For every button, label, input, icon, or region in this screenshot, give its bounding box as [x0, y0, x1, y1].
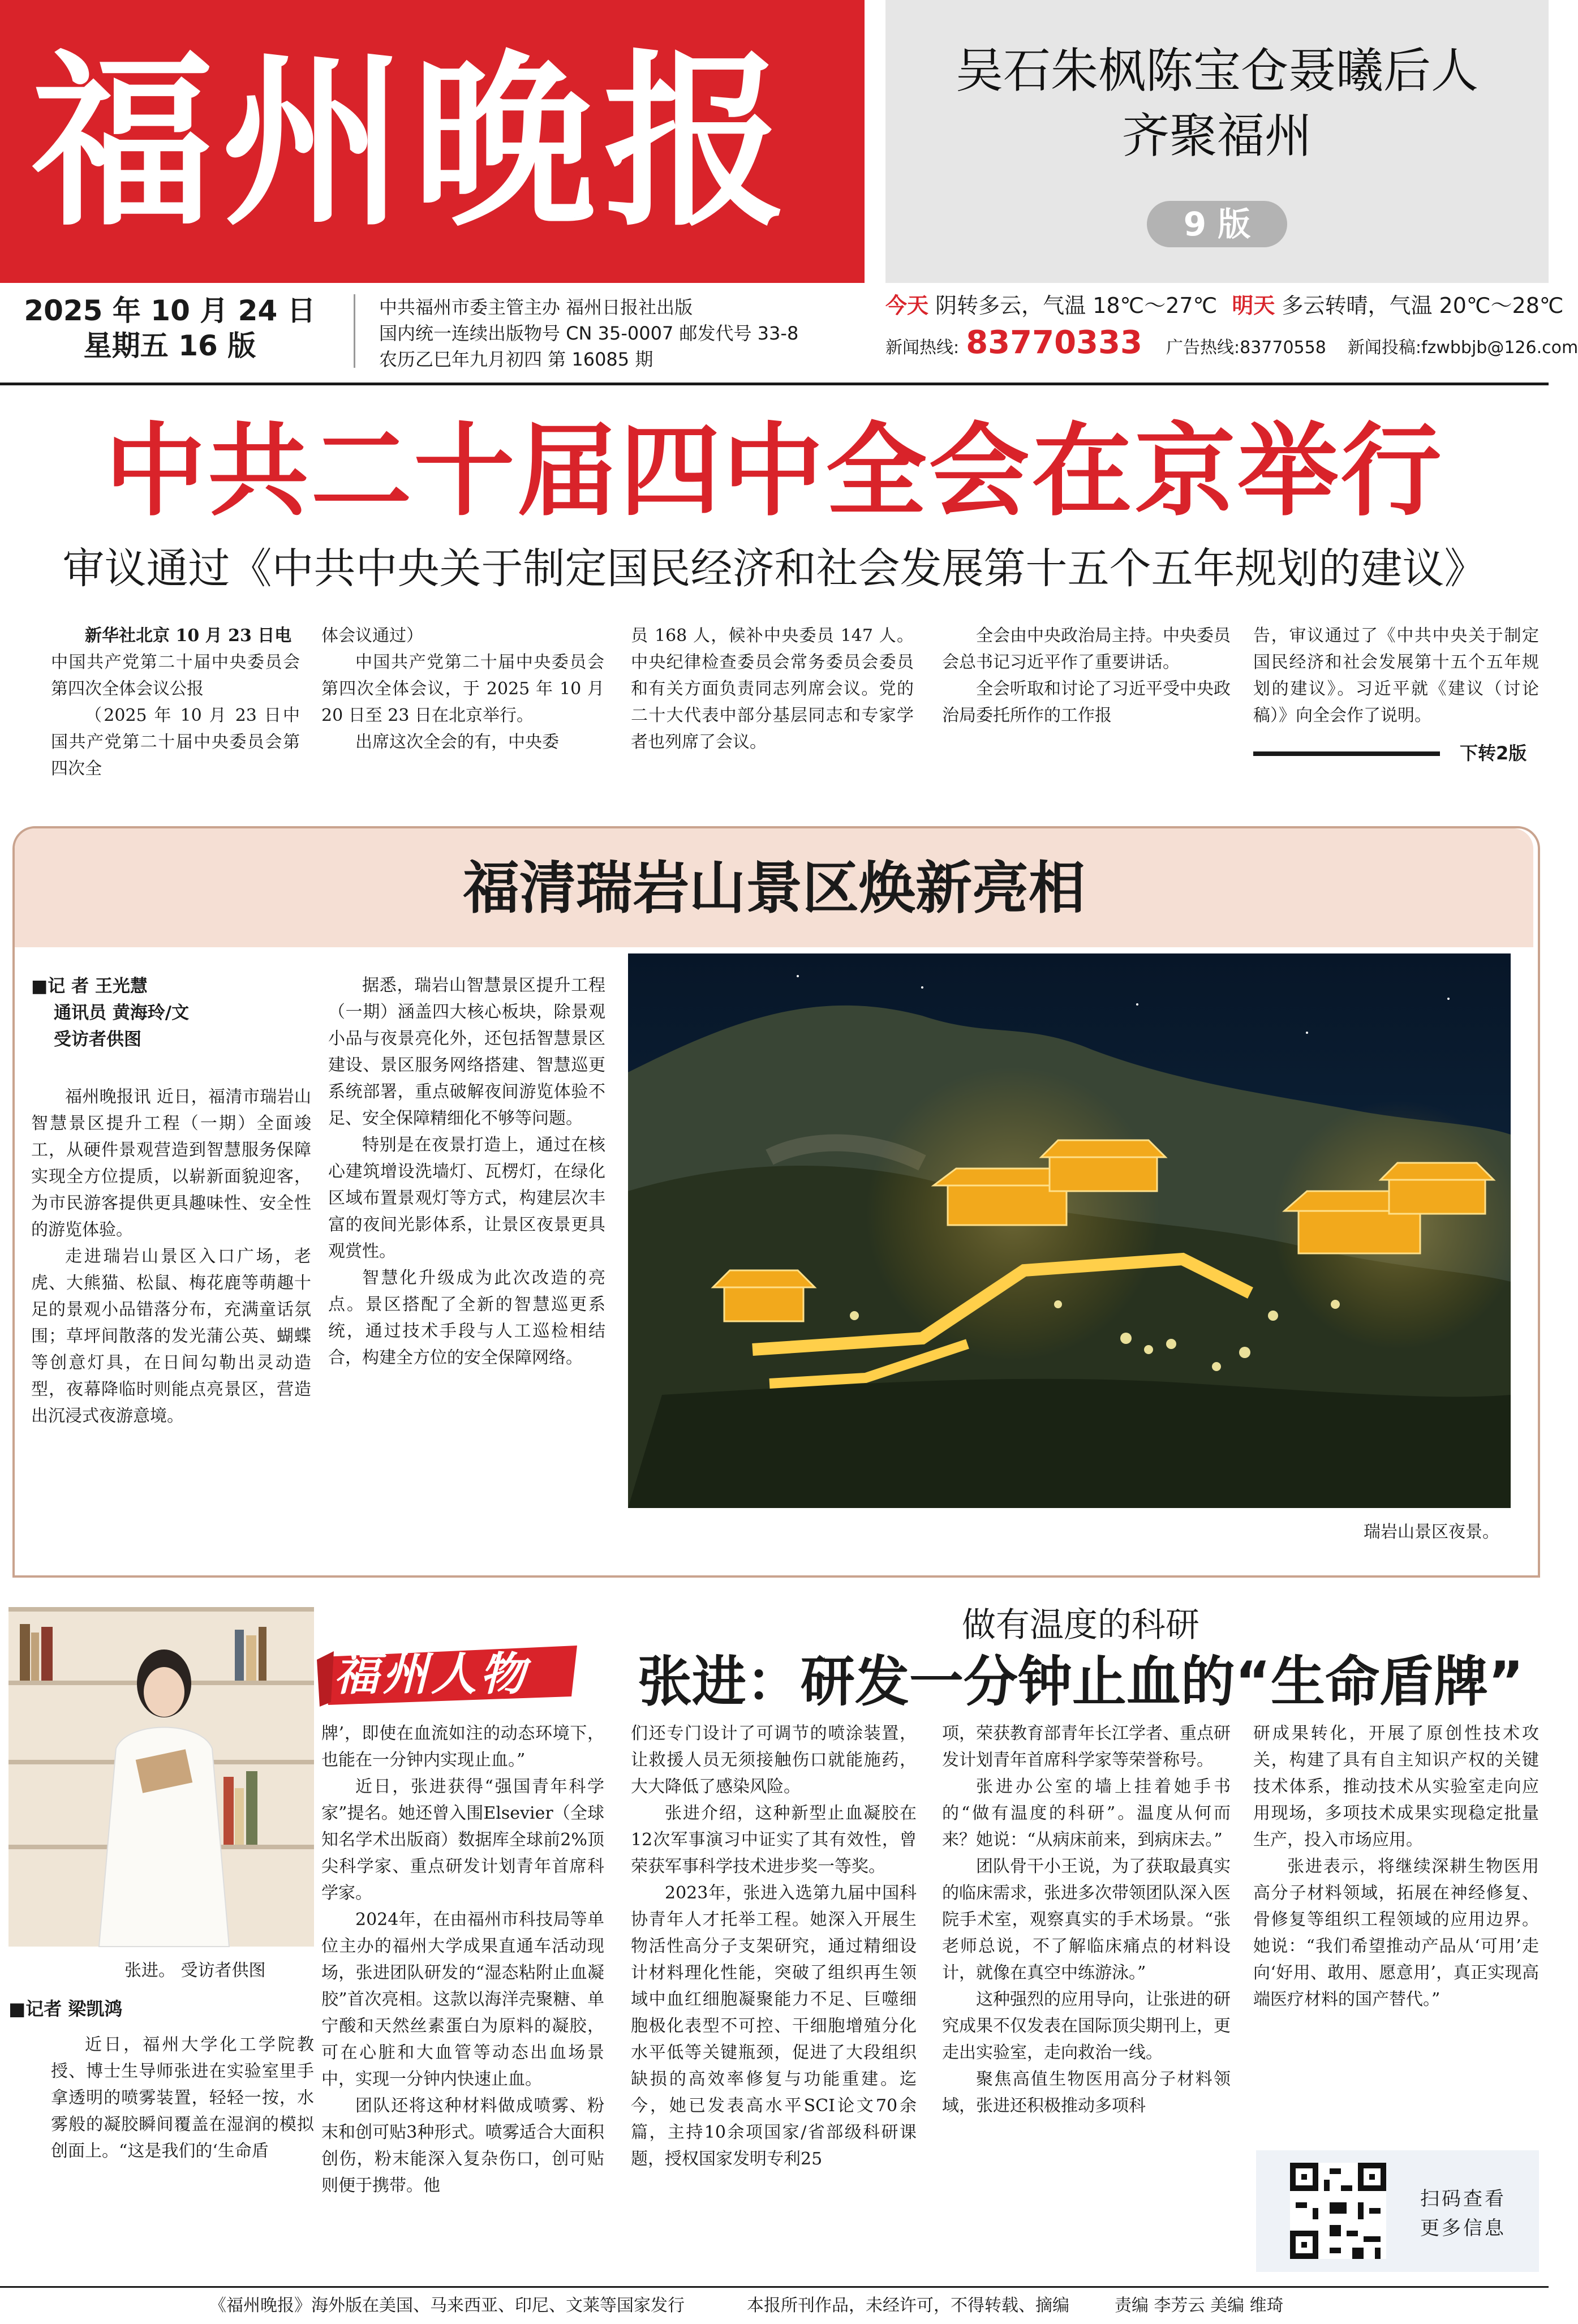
footer-editors: 责编 李芳云 美编 维琦: [1115, 2296, 1284, 2316]
paragraph: 研成果转化，开展了原创性技术攻关，构建了具有自主知识产权的关键技术体系，推动技术从实验室走向应用现场，多项技术成果实现稳定批量生产，投入市场应用。: [1253, 1724, 1539, 1850]
paragraph: （2025 年 10 月 23 日中国共产党第二十届中央委员会第四次全: [51, 706, 300, 779]
paragraph: 告，审议通过了《中共中央关于制定国民经济和社会发展第十五个五年规划的建议》。习近平就《建议（讨论稿）》向全会作了说明。: [1253, 626, 1539, 725]
paragraph: 2023年，张进入选第九届中国科协青年人才托举工程。她深入开展生物活性高分子支架研究，通过精细设计材料理化性能，突破了组织再生领域中血红细胞凝聚能力不足、巨噬细胞极化表型不可控、干细胞增殖分化水平低等关键瓶颈，促进了大段组织缺损的高效率修复与功能重建。迄今，她已发表高水平SCI论文70余篇，主持10余项国家/省部级科研课题，授权国家发明专利25: [631, 1883, 917, 2169]
paragraph: 2024年，在由福州市科技局等单位主办的福州大学成果直通车活动现场，张进团队研发的“湿态粘附止血凝胶”首次亮相。这款以海洋壳聚糖、单宁酸和天然丝素蛋白为原料的凝胶，可在心脏和大血管等动态出血场景中，实现一分钟内快速止血。: [321, 1910, 604, 2089]
today-label: 今天: [885, 293, 929, 318]
paragraph: 员 168 人，候补中央委员 147 人。中央纪律检查委员会常务委员会委员和有关方面负责同志列席会议。党的二十大代表中部分基层同志和专家学者也列席了会议。: [631, 626, 914, 752]
person-headline[interactable]: 张进：研发一分钟止血的“生命盾牌”: [637, 1650, 1524, 1713]
paragraph: 团队骨干小王说，为了获取最真实的临床需求，张进多次带领团队深入医院手术室，观察真实的手术场景。“张老师总说，不了解临床痛点的材料设计，就像在真空中练游泳。”: [942, 1857, 1231, 1983]
paragraph: 牌’，即使在血流如注的动态环境下，也能在一分钟内实现止血。”: [321, 1724, 604, 1770]
footer-rule: [0, 2286, 1549, 2288]
paragraph: 中国共产党第二十届中央委员会第四次全体会议，于 2025 年 10 月 20 日至 23 日在北京举行。: [321, 652, 604, 725]
paragraph: 体会议通过）: [321, 626, 423, 646]
tomorrow-weather: 多云转晴，气温 20℃～28℃: [1282, 293, 1564, 318]
hotline-row: [885, 324, 1578, 365]
byline-reporter: ■记 者 王光慧: [31, 976, 148, 996]
lead-column-2: [321, 622, 604, 755]
scenic-night-photo: [628, 953, 1511, 1508]
lunar-date-issue: 农历乙巳年九月初四 第 16085 期: [379, 349, 653, 370]
newspaper-logo: 福州晚报: [31, 32, 794, 251]
hotline-label: 新闻热线:: [885, 338, 960, 358]
qr-caption-line-2: 更多信息: [1420, 2217, 1506, 2240]
byline-correspondent: 通讯员 黄海玲/文: [54, 1003, 190, 1023]
issue-weekday: 星期五 16 版: [83, 329, 256, 362]
weather-box: [885, 289, 1578, 365]
tomorrow-label: 明天: [1232, 293, 1275, 318]
paragraph: 特别是在夜景打造上，通过在核心建筑增设洗墙灯、瓦楞灯，在绿化区域布置景观灯等方式，构建层次丰富的夜间光影体系，让景区夜景更具观赏性。: [328, 1135, 605, 1261]
issue-date: 2025 年 10 月 24 日: [24, 294, 316, 327]
person-column-1: [51, 2031, 314, 2164]
column-banner: [317, 1634, 583, 1713]
paragraph: 项，荣获教育部青年长江学者、重点研发计划青年首席科学家等荣誉称号。: [942, 1724, 1231, 1770]
person-column-3: [631, 1720, 917, 2172]
qr-box[interactable]: [1256, 2150, 1539, 2272]
night-scene-illustration: [628, 953, 1511, 1508]
qr-caption-line-1: 扫码查看: [1420, 2188, 1506, 2210]
jump-bar: [1253, 751, 1440, 756]
masthead: [0, 0, 865, 283]
person-kicker: 做有温度的科研: [962, 1605, 1199, 1645]
person-column-4: [942, 1720, 1231, 2119]
paragraph: 新华社北京 10 月 23 日电: [85, 626, 292, 646]
promo-line-2: 齐聚福州: [1121, 108, 1312, 164]
person-column-2: [321, 1720, 604, 2199]
column-banner-text: 福州人物: [334, 1647, 528, 1700]
lead-column-4: [942, 622, 1231, 729]
feature-column-1: [31, 1084, 311, 1429]
paragraph: 们还专门设计了可调节的喷涂装置，让救援人员无须接触伤口就能施药，大大降低了感染风险。: [631, 1724, 917, 1797]
issue-date-box: [0, 287, 339, 372]
person-column-5: [1253, 1720, 1539, 2013]
person-byline: ■记者 梁凯鸿: [8, 1998, 123, 2020]
paragraph: 张进表示，将继续深耕生物医用高分子材料领域，拓展在神经修复、骨修复等组织工程领域的应用边界。她说：“我们希望推动产品从‘可用’走向‘好用、敢用、愿意用’，真正实现高端医疗材料的国产替代。”: [1253, 1857, 1539, 2009]
footer-overseas: 《福州晚报》海外版在美国、马来西亚、印尼、文莱等国家发行: [209, 2296, 685, 2316]
paragraph: 据悉，瑞岩山智慧景区提升工程（一期）涵盖四大核心板块，除景观小品与夜景亮化外，还包括智慧景区建设、景区服务网络搭建、智慧巡更系统部署，重点破解夜间游览体验不足、安全保障精细化不够等问题。: [328, 976, 605, 1128]
lead-headline[interactable]: 中共二十届四中全会在京举行: [105, 413, 1444, 530]
paragraph: 聚焦高值生物医用高分子材料领域，张进还积极推动多项科: [942, 2069, 1231, 2116]
qr-code-icon[interactable]: [1290, 2163, 1386, 2259]
lead-column-5: [1253, 622, 1539, 729]
feature-byline: [31, 973, 189, 1053]
news-hotline[interactable]: 83770333: [966, 324, 1142, 361]
paragraph: 全会由中央政治局主持。中央委员会总书记习近平作了重要讲话。: [942, 626, 1231, 672]
promo-line-1: 吴石朱枫陈宝仓聂曦后人: [955, 43, 1478, 98]
promo-page-badge[interactable]: 9 版: [1147, 201, 1287, 247]
paragraph: 全会听取和讨论了习近平受中央政治局委托所作的工作报: [942, 679, 1231, 725]
publisher-line: 中共福州市委主管主办 福州日报社出版: [379, 297, 693, 318]
lead-column-1: [51, 622, 300, 782]
paragraph: 团队还将这种材料做成喷雾、粉末和创可贴3种形式。喷雾适合大面积创伤，粉末能深入复杂伤口，创可贴则便于携带。他: [321, 2096, 604, 2196]
top-rule: [0, 383, 1549, 385]
lead-subhead: 审议通过《中共中央关于制定国民经济和社会发展第十五个五年规划的建议》: [62, 544, 1486, 593]
paragraph: 福州晚报讯 近日，福清市瑞岩山智慧景区提升工程（一期）全面竣工，从硬件景观营造到智慧服务保障实现全方位提质，以崭新面貌迎客，为市民游客提供更具趣味性、安全性的游览体验。: [31, 1087, 311, 1240]
feature-title[interactable]: 福清瑞岩山景区焕新亮相: [463, 855, 1085, 921]
promo-box[interactable]: [885, 0, 1549, 283]
paragraph: 中国共产党第二十届中央委员会第四次全体会议公报: [51, 652, 300, 699]
today-weather: 阴转多云，气温 18℃～27℃: [935, 293, 1218, 318]
paragraph: 近日，福州大学化工学院教授、博士生导师张进在实验室里手拿透明的喷雾装置，轻轻一按，水雾般的凝胶瞬间覆盖在湿润的模拟创面上。“这是我们的‘生命盾: [51, 2035, 314, 2161]
submission-email[interactable]: 新闻投稿:fzwbbjb@126.com: [1347, 338, 1578, 358]
qr-caption: [1420, 2184, 1506, 2243]
publication-number: 国内统一连续出版物号 CN 35-0007 邮发代号 33-8: [379, 323, 799, 344]
paragraph: 智慧化升级成为此次改造的亮点。景区搭配了全新的智慧巡更系统，通过技术手段与人工巡检相结合，构建全方位的安全保障网络。: [328, 1268, 605, 1368]
feature-column-2: [328, 972, 605, 1371]
paragraph: 这种强烈的应用导向，让张进的研究成果不仅发表在国际顶尖期刊上，更走出实验室，走向救治一线。: [942, 1990, 1231, 2063]
paragraph: 张进介绍，这种新型止血凝胶在12次军事演习中证实了其有效性，曾荣获军事科学技术进步奖一等奖。: [631, 1803, 917, 1876]
portrait-illustration: [8, 1607, 314, 1947]
photo-caption: 瑞岩山景区夜景。: [1364, 1522, 1499, 1542]
paragraph: 近日，张进获得“强国青年科学家”提名。她还曾入围Elsevier（全球知名学术出版商）数据库全球前2%顶尖科学家、重点研发计划青年首席科学家。: [321, 1777, 604, 1903]
lead-column-3: [631, 622, 914, 755]
portrait-photo: [8, 1607, 314, 1947]
weather-row: [885, 289, 1564, 323]
byline-photo-credit: 受访者供图: [54, 1029, 141, 1050]
paragraph: 出席这次全会的有，中央委: [355, 732, 559, 752]
footer-copyright: 本报所刊作品，未经许可，不得转载、摘编: [747, 2296, 1069, 2316]
ad-hotline[interactable]: 广告热线:83770558: [1166, 338, 1326, 358]
publisher-info: [379, 294, 820, 372]
footer: [0, 2289, 1549, 2324]
divider: [354, 294, 355, 368]
jump-link[interactable]: 下转2版: [1460, 742, 1527, 764]
paragraph: 走进瑞岩山景区入口广场，老虎、大熊猫、松鼠、梅花鹿等萌趣十足的景观小品错落分布，充满童话氛围；草坪间散落的发光蒲公英、蝴蝶等创意灯具，在日间勾勒出灵动造型，夜幕降临时则能点亮景区，营造出沉浸式夜游意境。: [31, 1247, 311, 1426]
portrait-caption: 张进。 受访者供图: [124, 1961, 266, 1981]
paragraph: 张进办公室的墙上挂着她手书的“做有温度的科研”。温度从何而来？她说：“从病床前来，到病床去。”: [942, 1777, 1231, 1850]
